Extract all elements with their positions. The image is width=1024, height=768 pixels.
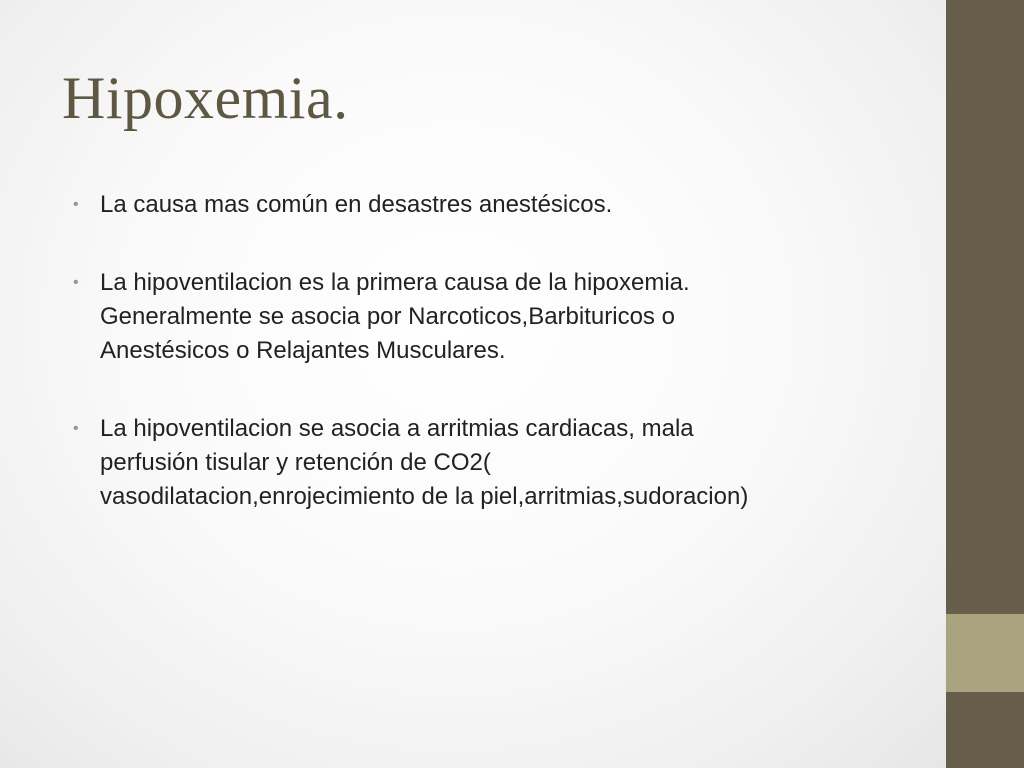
bullet-text-line: La hipoventilacion es la primera causa de la hipoxemia. [100, 269, 690, 296]
bullet-list [73, 188, 930, 514]
bullet-text-line: La causa mas común en desastres anestésicos. [100, 191, 613, 218]
bullet-text-line: La hipoventilacion se asocia a arritmias cardiacas, mala [100, 415, 694, 442]
bullet-item [73, 266, 930, 368]
bullet-dot-icon: • [73, 196, 79, 213]
decorative-side-accent [946, 614, 1024, 692]
bullet-text-line: perfusión tisular y retención de CO2( [100, 449, 491, 476]
bullet-text-line: vasodilatacion,enrojecimiento de la piel,arritmias,sudoracion) [100, 483, 749, 510]
bullet-dot-icon: • [73, 420, 79, 437]
bullet-dot-icon: • [73, 274, 79, 291]
bullet-text-line: Anestésicos o Relajantes Musculares. [100, 337, 506, 364]
bullet-item [73, 412, 930, 514]
bullet-text-line: Generalmente se asocia por Narcoticos,Barbituricos o [100, 303, 675, 330]
slide-title: Hipoxemia. [62, 65, 349, 131]
bullet-item [73, 188, 930, 222]
